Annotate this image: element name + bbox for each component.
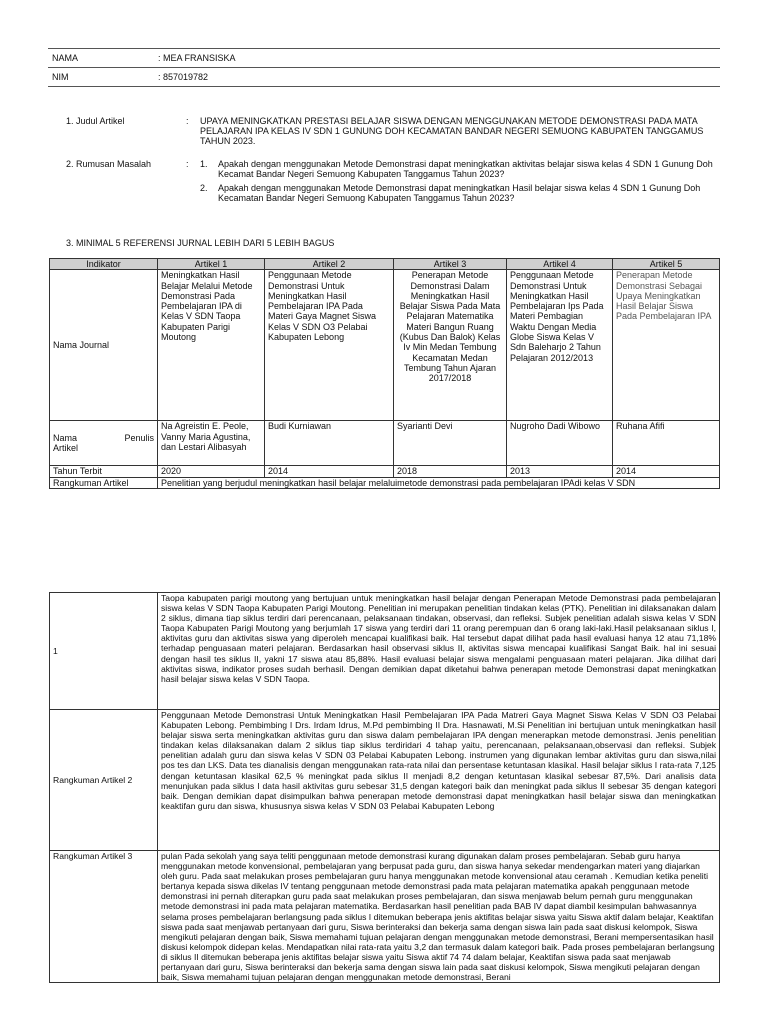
author-artikel-2: Budi Kurniawan <box>265 421 394 466</box>
journal-artikel-4: Penggunaan Metode Demonstrasi Untuk Meningkatkan Hasil Pembelajaran Ips Pada Materi Pembagian Waktu Dengan Media Globe Siswa Kelas V Sdn Baleharjo 2 Tahun Pelajaran 2012/2013 <box>507 270 613 421</box>
author-artikel-4: Nugroho Dadi Wibowo <box>507 421 613 466</box>
rumusan-item-1-num: 1. <box>200 159 208 169</box>
year-artikel-2: 2014 <box>265 466 394 477</box>
author-artikel-3: Syarianti Devi <box>394 421 507 466</box>
top-rule <box>48 48 720 49</box>
journal-artikel-2: Penggunaan Metode Demonstrasi Untuk Meningkatkan Hasil Pembelajaran IPA Pada Materi Gaya Magnet Siswa Kelas V SDN O3 Pelabai Kabupaten Lebong <box>265 270 394 421</box>
judul-artikel-colon: : <box>186 116 189 126</box>
author-label-b: Penulis <box>124 433 154 443</box>
year-label: Tahun Terbit <box>50 466 158 477</box>
summary-row-1-label: 1 <box>50 593 158 710</box>
summary-table <box>49 592 720 983</box>
section-3-title: 3. MINIMAL 5 REFERENSI JURNAL LEBIH DARI 5 LEBIH BAGUS <box>66 238 335 248</box>
summary-row-1-text: Taopa kabupaten parigi moutong yang bertujuan untuk meningkatkan hasil belajar dengan Penerapan Metode Demonstrasi pada pembelajaran siswa kelas V SDN Taopa Kabupaten Parigi Moutong. Penelitian ini merupakan penelitian tindakan kelas (PTK). Penelitian ini dilaksanakan dalam 2 siklus, dimana tiap siklus terdiri dari perencanaan, pelaksanaan tindakan, observasi, dan refleksi. Subjek penelitian adalah siswa kelas V SDN Taopa Kabupaten Parigi Moutong yang berjumlah 17 siswa yang terdiri dari 11 orang perempuan dan 6 orang laki-laki.Hasil pelaksanaan siklus I, aktivitas guru dan aktivitas siswa yang diperoleh mencapai kualifikasi baik. Hal tersebut dapat dilihat pada hasil evaluasi hanya 12 atau 71,18% terhadap penguasaan materi pelajaran. Berdasarkan hasil observasi siklus II, aktivitas siswa mencapai kualifikasi Sangat Baik. hal ini sesuai dengan hasil tes siklus II, yakni 17 siswa atau 85,88%. Hasil evaluasi belajar siswa mengalami penguasaan materi pelajaran. Jika dilihat dari aktivitas siswa, indikator proses sudah berhasil. Dengan demikian dapat diketahui bahwa penerapan metode Demonstrasi dapat meningkatkan hasil belajar siswa kelas V SDN Taopa. <box>158 593 720 710</box>
nama-value: : MEA FRANSISKA <box>158 53 236 63</box>
journal-artikel-1: Meningkatkan Hasil Belajar Melalui Metode Demonstrasi Pada Pembelajaran IPA di Kelas V SDN Taopa Kabupaten Parigi Moutong <box>158 270 265 421</box>
header-artikel-2: Artikel 2 <box>265 259 394 270</box>
header-artikel-4: Artikel 4 <box>507 259 613 270</box>
table-row-summary <box>50 477 720 488</box>
journal-artikel-3: Penerapan Metode Demonstrasi Dalam Meningkatkan Hasil Belajar Siswa Pada Mata Pelajaran Matematika Materi Bangun Ruang (Kubus Dan Balok) Kelas Iv Min Medan Tembung Kecamatan Medan Tembung Tahun Ajaran 2017/2018 <box>394 270 507 421</box>
journal-artikel-5: Penerapan Metode Demonstrasi Sebagai Upaya Meningkatkan Hasil Belajar Siswa Pada Pembelajaran IPA <box>613 270 720 421</box>
year-artikel-4: 2013 <box>507 466 613 477</box>
header-artikel-1: Artikel 1 <box>158 259 265 270</box>
rumusan-item-2-num: 2. <box>200 183 208 193</box>
rumusan-masalah-label: 2. Rumusan Masalah <box>66 159 152 169</box>
header-indikator: Indikator <box>50 259 158 270</box>
year-artikel-5: 2014 <box>613 466 720 477</box>
judul-artikel-text: UPAYA MENINGKATKAN PRESTASI BELAJAR SISWA DENGAN MENGGUNAKAN METODE DEMONSTRASI PADA MATA PELAJARAN IPA KELAS IV SDN 1 GUNUNG DOH KECAMATAN BANDAR NEGERI SEMUONG KABUPATEN TANGGAMUS TAHUN 2023. <box>200 116 704 146</box>
nim-value: : 857019782 <box>158 72 209 82</box>
summary-row-3 <box>50 851 720 983</box>
author-artikel-1: Na Agreistin E. Peole, Vanny Maria Agustina, dan Lestari Alibasyah <box>158 421 265 466</box>
summary-row-1 <box>50 593 720 710</box>
nama-rule <box>48 67 720 68</box>
nama-label: NAMA <box>52 53 79 63</box>
table-row-author <box>50 421 720 466</box>
summary-row-3-text: pulan Pada sekolah yang saya teliti penggunaan metode demonstrasi kurang digunakan dalam proses pembelajaran. Sebab guru hanya menggunakan metode konvensional, pembelajaran yang berpusat pada guru, dan siswa hanya sekedar mendengarkan materi yang diajarkan oleh guru. Pada saat melakukan proses pembelajaran guru hanya menggunakan metode konvensional atau ceramah . Kemudian ketika peneliti bertanya kepada siswa dikelas IV tentang penggunaan metode demonstrasi pada mata pelajaran matematika apakah penggunaan metode demonstrasi ini pernah diterapkan guru pada saat melakukan proses pembelajaran, dan siswa menjawab belum pernah guru menggunakan metode demonstrasi ini pada mata pelajaran matematika. Berdasarkan hasil penelitian pada BAB IV dapat diambil kesimpulan bahwasannya selama proses pembelajaran berlangsung pada siklus I ditemukan beberapa jenis aktifitas belajar siswa yaitu Siswa aktif dalam belajar, Keaktifan siswa pada saat menjawab pertanyaan dari guru, Siswa berinteraksi dan bekerja sama dengan siswa lain pada saat diskusi kelompok, Siswa mengikuti pelajaran dengan baik, Siswa memahami tujuan pelajaran dengan menggunakan metode demonstrasi, Berani mempersentasikan hasil diskusi kelompok didepan kelas. Mendapatkan nilai rata-rata yaitu 3,2 dan termasuk dalam kategori baik. Pada proses pembelajaran berlangsung di siklus II ditemukan beberapa jenis aktifitas belajar siswa yaitu Siswa aktif 74 74 dalam belajar, Keaktifan siswa pada saat menjawab pertanyaan dari guru, Siswa berinteraksi dan bekerja sama dengan siswa lain pada saat diskusi kelompok, Siswa mengikuti pelajaran dengan baik, Siswa memahami tujuan pelajaran dengan menggunakan metode demonstrasi, Berani <box>158 851 720 983</box>
judul-artikel-label: 1. Judul Artikel <box>66 116 125 126</box>
table-row-year <box>50 466 720 477</box>
author-label <box>50 421 158 466</box>
summary-text: Penelitian yang berjudul meningkatkan hasil belajar melaluimetode demonstrasi pada pembelajaran IPAdi kelas V SDN <box>158 477 720 488</box>
summary-row-3-label: Rangkuman Artikel 3 <box>50 851 158 983</box>
reference-table <box>49 258 720 489</box>
summary-row-2 <box>50 710 720 851</box>
table-row-journal <box>50 270 720 421</box>
author-label-c: Artikel <box>53 443 79 454</box>
summary-label: Rangkuman Artikel <box>50 477 158 488</box>
summary-row-2-text: Penggunaan Metode Demonstrasi Untuk Meningkatkan Hasil Pembelajaran IPA Pada Matreri Gaya Magnet Siswa Kelas V SDN O3 Pelabai Kabupaten Lebong. Pembimbing I Drs. Irdam Idrus, M.Pd pembimbing II Dra. Hasnawati, M.Si Penelitian ini bertujuan untuk meningkatkan hasil belajar siswa serta meningkatkan aktivitas guru dan siswa dalam pembelajaran IPA dengan menerapkan metode demonstrasi. Jenis penelitian tindakan kelas dilaksanakan dalam 2 siklus tiap siklus terdiridari 4 tahap yaitu, perencanaan, pelaksanaan,observasi dan refleksi. Subjek penelitian adalah guru dan siswa kelas V SDN 03 Pelabai Kabupaten Lebong. instrumen yang digunakan lembar aktivitas guru dan siswa,nilai pos tes dan LKS. Data tes dianalisis dengan menggunakan rata-rata nilai dan persentase ketuntasan klasikal. Hasil belajar siklus I rata-rata 7,125 dengan ketuntasan klasikal 62,5 % meningkat pada siklus II menjadi 8,2 dengan ketuntasan klasikal sebesar 87,5%. Dari analisis data menunjukan pada siklus I data hasil aktivitas guru sebesar 31,5 dengan kategori baik dan meningkat pada siklus II sebesar 35 dengan kategori baik. Dengan demikian dapat disimpulkan bahwa penerapan metode demonstrasi dapat meningkatkan hasil belajar siswa dan meningkatkan keaktifan guru dan siswa, khususnya siswa kelas V SDN 03 Pelabai Kabupaten Lebong <box>158 710 720 851</box>
author-label-a: Nama <box>53 433 78 443</box>
header-artikel-3: Artikel 3 <box>394 259 507 270</box>
year-artikel-1: 2020 <box>158 466 265 477</box>
nim-rule <box>48 86 720 87</box>
summary-row-2-label: Rangkuman Artikel 2 <box>50 710 158 851</box>
author-artikel-5: Ruhana Afifi <box>613 421 720 466</box>
year-artikel-3: 2018 <box>394 466 507 477</box>
rumusan-masalah-colon: : <box>186 159 189 169</box>
rumusan-item-2-text: Apakah dengan menggunakan Metode Demonstrasi dapat meningkatkan Hasil belajar siswa kelas 4 SDN 1 Gunung Doh Kecamatan Bandar Negeri Semuong Kabupaten Tanggamus Tahun 2023? <box>218 183 701 203</box>
rumusan-item-1-text: Apakah dengan menggunakan Metode Demonstrasi dapat meningkatkan aktivitas belajar siswa kelas 4 SDN 1 Gunung Doh Kecamat Bandar Negeri Semuong Kabupaten Tanggamus Tahun 2023? <box>218 159 713 179</box>
nim-label: NIM <box>52 72 69 82</box>
journal-label: Nama Journal <box>50 270 158 421</box>
table-header-row <box>50 259 720 270</box>
header-artikel-5: Artikel 5 <box>613 259 720 270</box>
